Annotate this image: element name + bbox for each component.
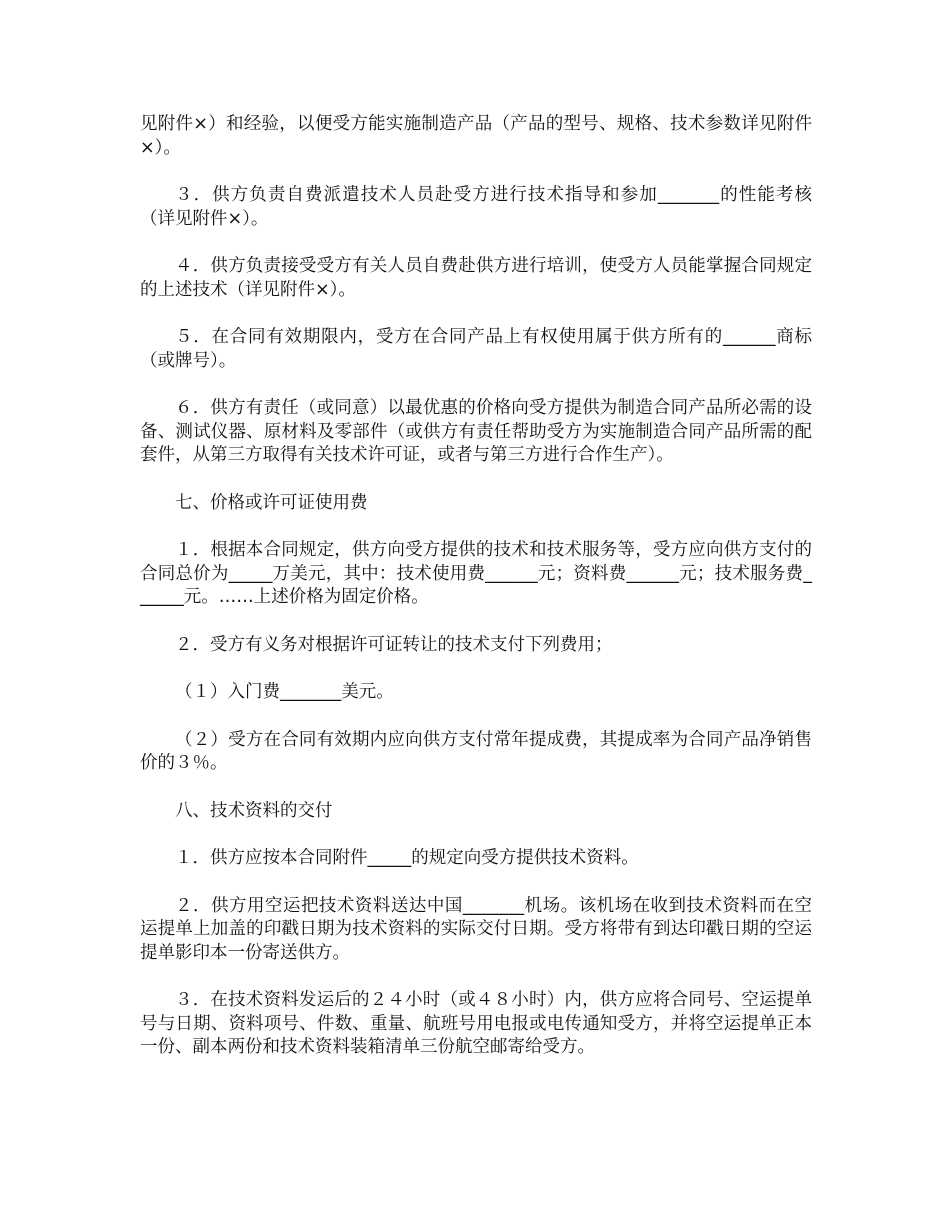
paragraph-price-2: ２．受方有义务对根据许可证转让的技术支付下列费用； xyxy=(175,634,613,655)
paragraph-price-1: １．根据本合同规定，供方向受方提供的技术和技术服务等，受方应向供方支付的合同总价为_____万美元，其中：技术使用费______元；资料费______元；技术服务费______元。……上述价格为固定价格。 xyxy=(140,540,812,607)
paragraph-delivery-2: ２．供方用空运把技术资料送达中国_______机场。该机场在收到技术资料而在空运提单上加盖的印戳日期为技术资料的实际交付日期。受方将带有到达印戳日期的空运提单影印本一份寄送供方。 xyxy=(140,895,812,963)
paragraph-fee-2: （２）受方在合同有效期内应向供方支付常年提成费，其提成率为合同产品净销售价的３％。 xyxy=(140,729,812,773)
section-heading-8: 八、技术资料的交付 xyxy=(175,800,333,821)
section-heading-7: 七、价格或许可证使用费 xyxy=(175,492,368,513)
document-page xyxy=(140,113,812,1084)
paragraph-fee-1: （１）入门费_______美元。 xyxy=(175,682,394,702)
paragraph-item-3: ３．供方负责自费派遣技术人员赴受方进行技术指导和参加_______的性能考核（详见附件×）。 xyxy=(140,185,812,229)
paragraph-item-5: ５．在合同有效期限内，受方在合同产品上有权使用属于供方所有的______商标（或牌号）。 xyxy=(140,327,812,371)
paragraph-delivery-1: １．供方应按本合同附件_____的规定向受方提供技术资料。 xyxy=(175,848,639,868)
paragraph-delivery-3: ３．在技术资料发运后的２４小时（或４８小时）内，供方应将合同号、空运提单号与日期、资料项号、件数、重量、航班号用电报或电传通知受方，并将空运提单正本一份、副本两份和技术资料装箱清单三份航空邮寄给受方。 xyxy=(140,990,812,1057)
paragraph-item-6: ６．供方有责任（或同意）以最优惠的价格向受方提供为制造合同产品所必需的设备、测试仪器、原材料及零部件（或供方有责任帮助受方为实施制造合同产品所需的配套件，从第三方取得有关技术许可证，或者与第三方进行合作生产）。 xyxy=(140,398,812,465)
paragraph-item-4: ４．供方负责接受受方有关人员自费赴供方进行培训，使受方人员能掌握合同规定的上述技术（详见附件×）。 xyxy=(140,256,812,300)
paragraph-continuation: 见附件×）和经验，以便受方能实施制造产品（产品的型号、规格、技术参数详见附件×）。 xyxy=(140,114,812,158)
